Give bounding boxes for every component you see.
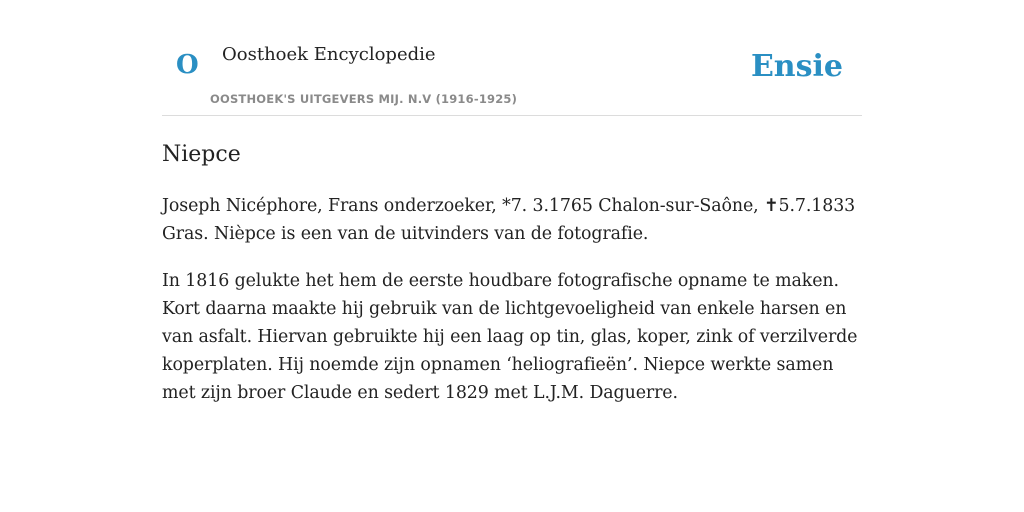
- article-paragraph-2: In 1816 gelukte het hem de eerste houdbare fotografische opname te maken. Kort daarna maakte hij gebruik van de lichtgevoeligheid van enkele harsen en van asfalt. Hiervan gebruikte hij een laag op tin, glas, koper, zink of verzilverde koperplaten. Hij noemde zijn opnamen ‘heliografieën’. Niepce werkte samen met zijn broer Claude en sedert 1829 met L.J.M. Daguerre.: [162, 271, 858, 403]
- site-header: [162, 0, 862, 116]
- site-subtitle: OOSTHOEK'S UITGEVERS MIJ. N.V (1916-1925): [210, 92, 518, 106]
- site-title[interactable]: Oosthoek Encyclopedie: [222, 44, 436, 65]
- article-paragraph-1: Joseph Nicéphore, Frans onderzoeker, *7. 3.1765 Chalon-sur-Saône, ✝5.7.1833 Gras. Nièpce is een van de uitvinders van de fotografie.: [162, 196, 856, 244]
- oosthoek-logo[interactable]: O: [176, 50, 199, 80]
- article-title: Niepce: [162, 142, 241, 167]
- article: [162, 142, 862, 407]
- page: [162, 0, 862, 407]
- ensie-brand-link[interactable]: Ensie: [750, 49, 843, 84]
